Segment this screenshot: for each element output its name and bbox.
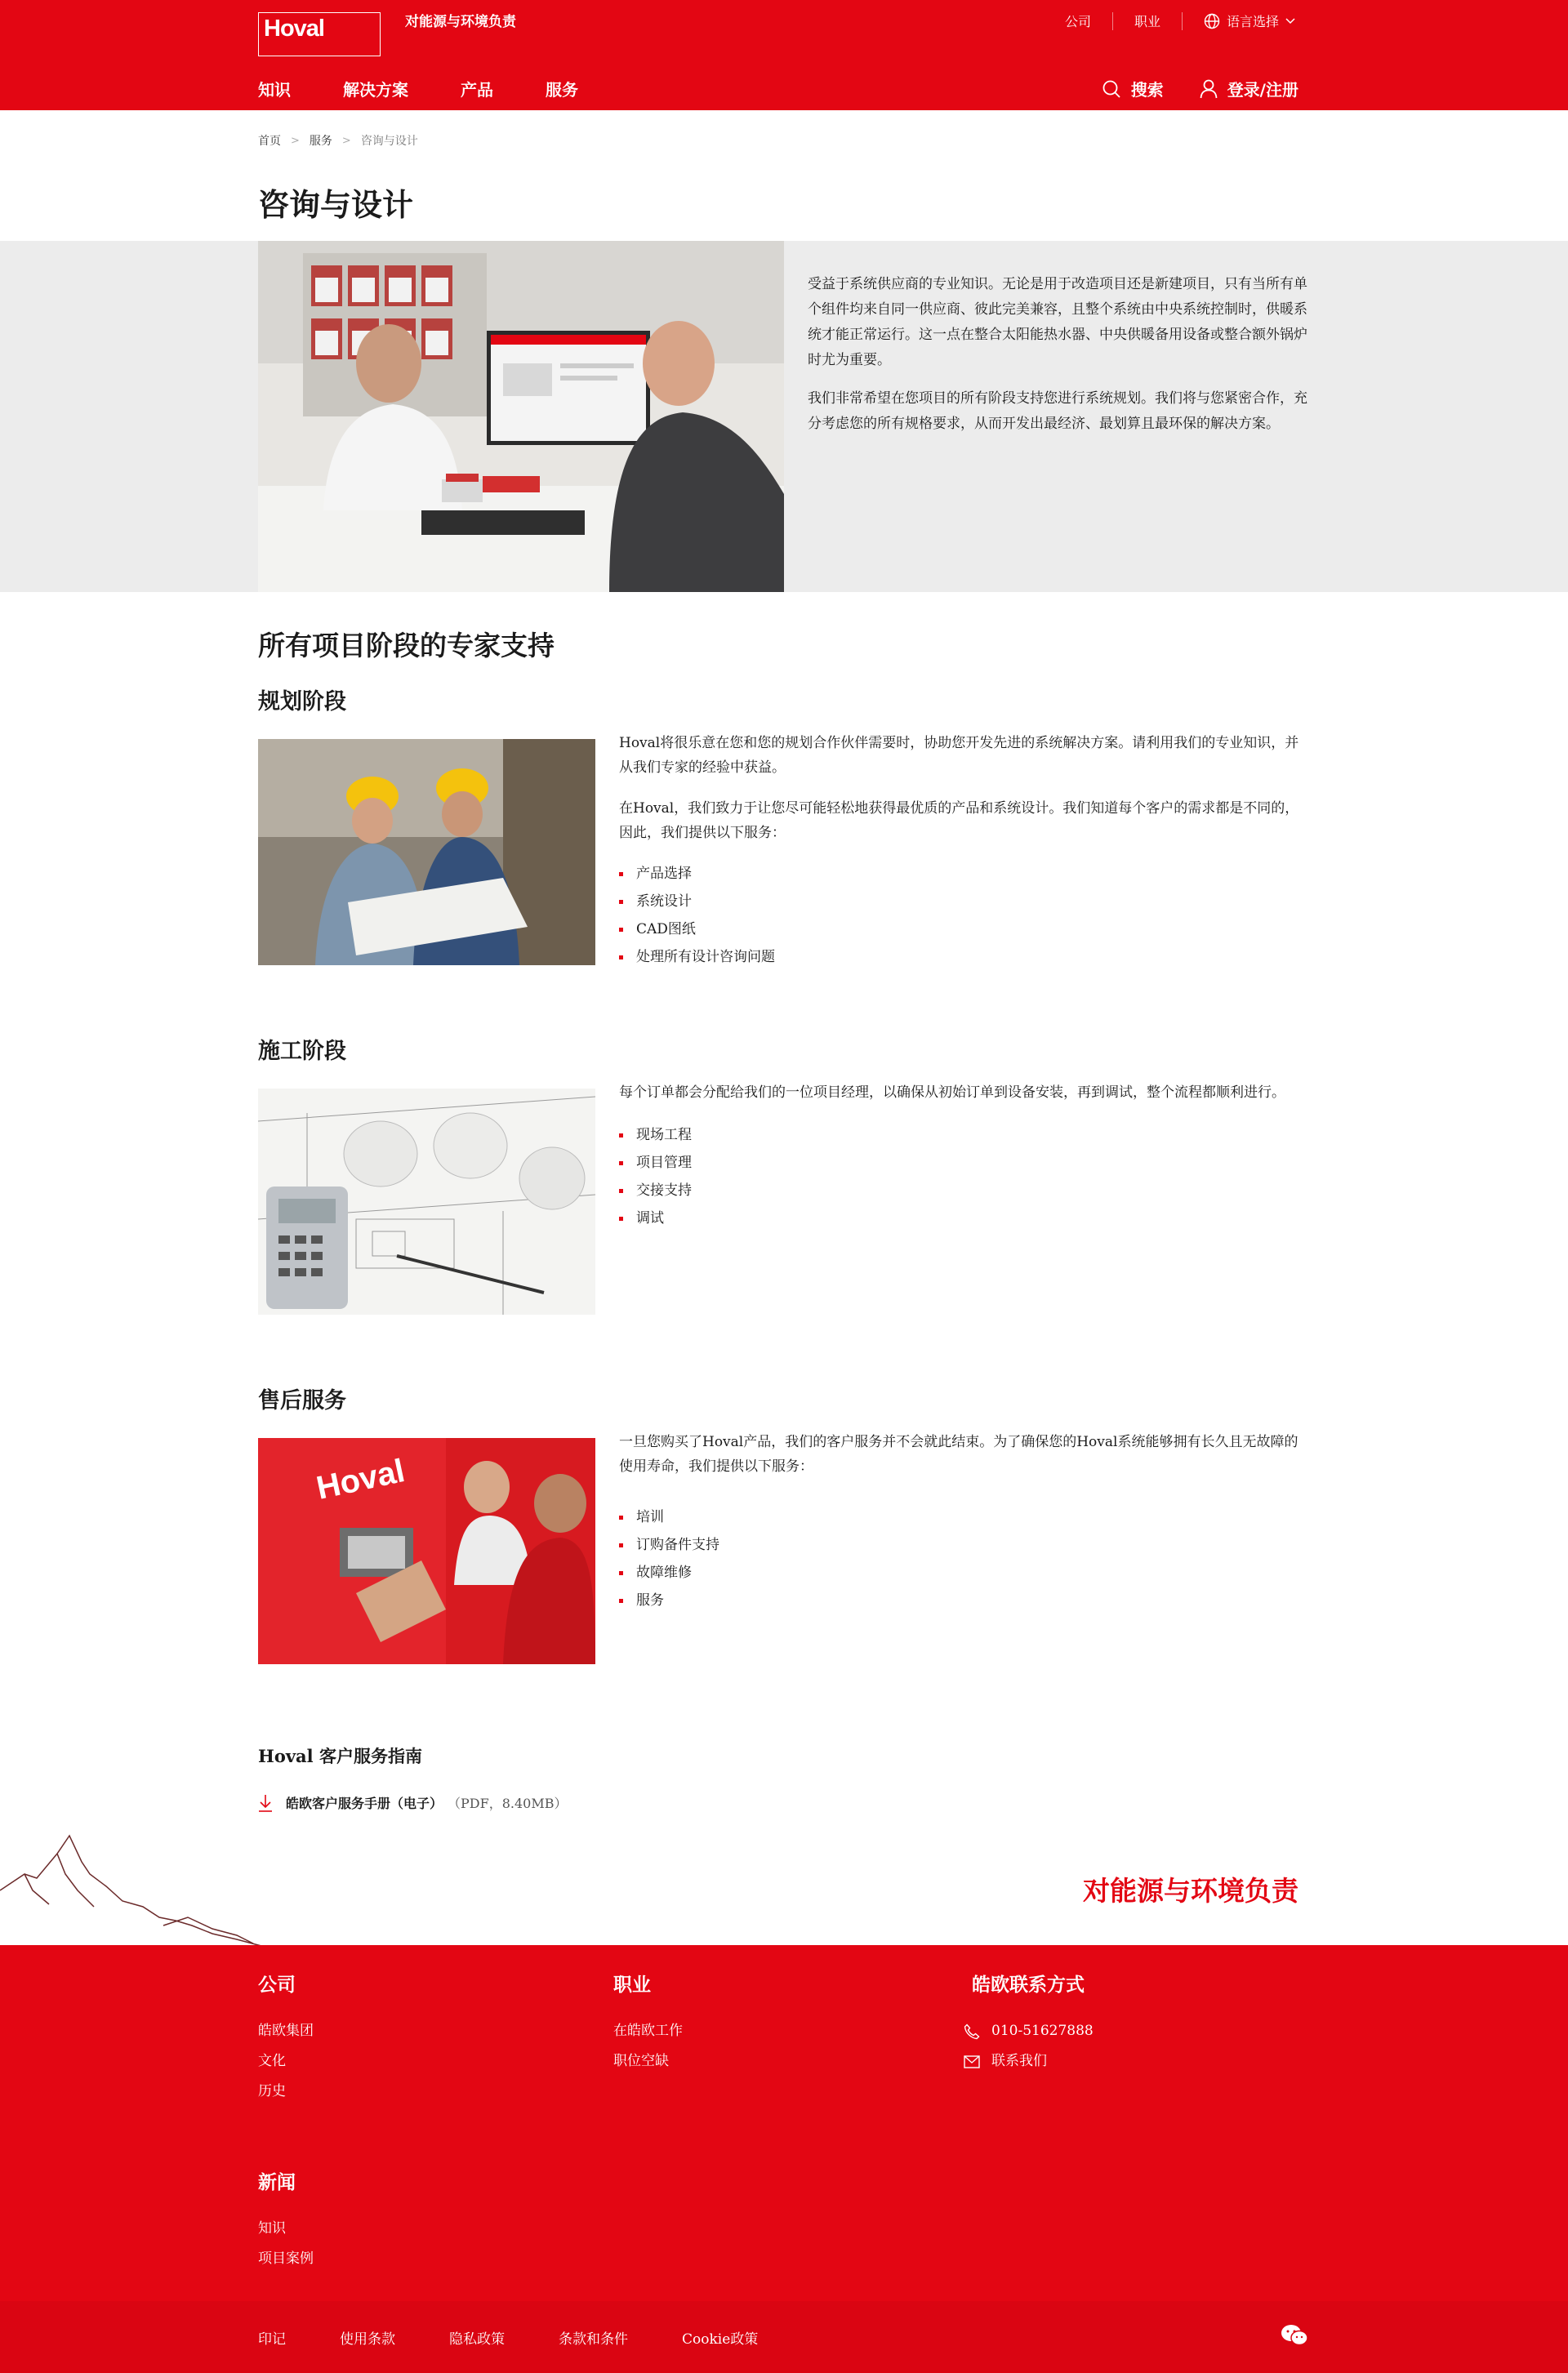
svg-text:Hoval: Hoval [313,1453,408,1507]
chevron-right-icon: > [341,134,351,147]
search-icon [1102,79,1121,99]
stage-after-sales [258,1382,1320,1668]
footer-link[interactable]: 皓欧集团 [258,2023,314,2039]
search-button[interactable] [1102,77,1164,100]
list-item: 交接支持 [619,1177,1568,1204]
main-nav [258,65,1568,110]
list-item: 系统设计 [619,888,1568,915]
footer-heading: 新闻 [258,2171,296,2193]
list-item: 项目管理 [619,1149,1568,1177]
service-technicians-image [258,1438,595,1664]
planning-engineers-image [258,739,595,965]
divider [1182,12,1183,30]
stage-title: 施工阶段 [258,1039,346,1064]
user-icon [1200,79,1218,99]
language-selector[interactable] [1204,11,1295,30]
download-link-label: 皓欧客户服务手册（电子） [286,1796,443,1811]
download-service-manual-link[interactable] [258,1793,567,1812]
top-link-company[interactable]: 公司 [1064,14,1091,29]
footer-link[interactable]: 项目案例 [258,2251,314,2267]
stage-paragraph: Hoval将很乐意在您和您的规划合作伙伴需要时，协助您开发先进的系统解决方案。请利用我们的专业知识，并从我们专家的经验中获益。 [619,735,1299,776]
stage-paragraph: 在Hoval，我们致力于让您尽可能轻松地获得最优质的产品和系统设计。我们知道每个客户的需求都是不同的，因此，我们提供以下服务： [619,800,1299,841]
globe-icon [1204,13,1220,29]
list-item: CAD图纸 [619,915,1568,943]
footer-heading: 公司 [258,1974,296,1996]
legal-link-conditions[interactable]: 条款和条件 [559,2331,628,2348]
stage-title: 规划阶段 [258,689,346,715]
list-item: 订购备件支持 [619,1531,1568,1559]
phone-icon [964,2024,980,2040]
footer-company [258,1970,314,2107]
footer-contact-link[interactable] [964,2046,1094,2077]
intro-paragraph: 受益于系统供应商的专业知识。无论是用于改造项目还是新建项目，只有当所有单个组件均来自同一供应商、彼此完美兼容，且整个系统由中央系统控制时，供暖系统才能正常运行。这一点在整合太阳能热水器、中央供暖备用设备或整合额外锅炉时尤为重要。 [808,276,1307,368]
site-header [0,0,1568,110]
consultation-meeting-image [258,241,784,592]
footer-contact [964,1970,1094,2077]
section-title: 所有项目阶段的专家支持 [258,630,555,661]
top-link-career[interactable]: 职业 [1134,14,1160,29]
list-item: 产品选择 [619,860,1568,888]
service-list [619,1503,1568,1614]
stage-paragraph: 一旦您购买了Hoval产品，我们的客户服务并不会就此结束。为了确保您的Hoval系统能够拥有长久且无故障的使用寿命，我们提供以下服务： [619,1434,1298,1475]
list-item: 调试 [619,1204,1568,1232]
stage-paragraph: 每个订单都会分配给我们的一位项目经理，以确保从初始订单到设备安装，再到调试，整个流程都顺利进行。 [619,1084,1285,1101]
mail-icon [964,2055,980,2068]
blueprints-image [258,1089,595,1315]
header-slogan: 对能源与环境负责 [405,14,516,30]
service-list [619,860,1568,971]
footer-heading: 皓欧联系方式 [972,1974,1085,1996]
intro-section [0,241,1568,592]
intro-paragraph: 我们非常希望在您项目的所有阶段支持您进行系统规划。我们将与您紧密合作，充分考虑您的所有规格要求，从而开发出最经济、最划算且最环保的解决方案。 [808,390,1307,432]
top-links [1065,11,1295,30]
nav-item-knowledge[interactable]: 知识 [258,80,291,100]
stage-planning [258,683,1320,969]
top-bar [258,0,1565,65]
footer-career [613,1970,683,2077]
intro-text [808,272,1314,437]
search-label: 搜索 [1130,80,1164,100]
legal-link-imprint[interactable]: 印记 [258,2331,286,2348]
breadcrumb-home[interactable]: 首页 [258,135,281,148]
stage-text [619,1430,1568,1614]
footer-link[interactable]: 在皓欧工作 [613,2023,683,2039]
list-item: 故障维修 [619,1559,1568,1587]
breadcrumb-current: 咨询与设计 [360,135,418,148]
chevron-down-icon [1285,18,1295,24]
stage-construction [258,1033,1320,1319]
chevron-right-icon: > [291,134,300,147]
login-button[interactable] [1200,77,1298,100]
footer-link[interactable]: 文化 [258,2053,286,2069]
footer-news [258,2167,314,2274]
file-meta: （PDF，8.40MB） [448,1796,568,1811]
stage-title: 售后服务 [258,1388,346,1414]
nav-item-solutions[interactable]: 解决方案 [343,80,408,100]
footer-heading: 职业 [613,1974,651,1996]
legal-link-cookie[interactable]: Cookie政策 [682,2331,759,2348]
legal-link-privacy[interactable]: 隐私政策 [449,2331,505,2348]
wechat-button[interactable] [1281,2324,1308,2350]
guide-title: Hoval 客户服务指南 [258,1746,422,1766]
stage-text [619,1080,1568,1232]
wechat-icon [1281,2324,1308,2347]
list-item: 培训 [619,1503,1568,1531]
list-item: 处理所有设计咨询问题 [619,943,1568,971]
footer-link[interactable]: 历史 [258,2083,286,2099]
stage-text [619,731,1568,971]
divider [1112,12,1113,30]
service-list [619,1121,1568,1232]
nav-item-services[interactable]: 服务 [546,80,578,100]
footer-phone-link[interactable] [964,2016,1094,2046]
nav-item-products[interactable]: 产品 [461,80,493,100]
list-item: 服务 [619,1587,1568,1614]
site-footer [0,1945,1568,2373]
list-item: 现场工程 [619,1121,1568,1149]
language-label: 语言选择 [1226,14,1279,29]
legal-link-terms-of-use[interactable]: 使用条款 [340,2331,395,2348]
download-icon [258,1794,273,1812]
footer-link[interactable]: 职位空缺 [613,2053,669,2069]
mountain-line-art [0,1829,270,1948]
breadcrumb-services[interactable]: 服务 [309,135,332,148]
brand-slogan: 对能源与环境负责 [1083,1875,1298,1907]
hoval-logo[interactable]: Hoval [258,12,381,56]
phone-number: 010-51627888 [991,2023,1094,2039]
login-label: 登录/注册 [1227,80,1298,100]
page-title: 咨询与设计 [258,186,414,223]
breadcrumb [258,110,1310,149]
footer-link[interactable]: 知识 [258,2220,286,2237]
footer-bottom-bar [0,2301,1568,2373]
contact-us-label: 联系我们 [991,2053,1047,2069]
